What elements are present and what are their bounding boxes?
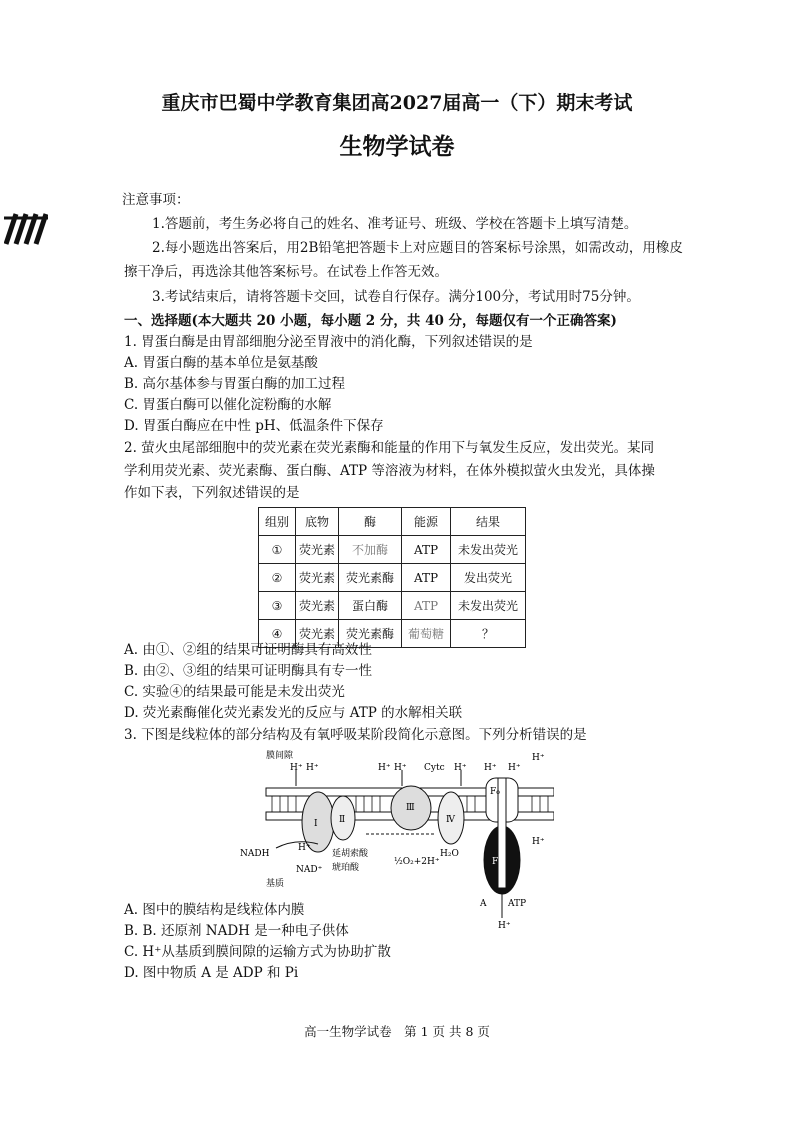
exam-title: 重庆市巴蜀中学教育集团高2027届高一（下）期末考试 bbox=[161, 92, 633, 114]
table-cell: 荧光素酶 bbox=[339, 620, 402, 648]
question-2-stem: 学利用荧光素、荧光素酶、蛋白酶、ATP 等溶液为材料，在体外模拟萤火虫发光，具体操 bbox=[124, 463, 655, 479]
q3-option-b: B. B. 还原剂 NADH 是一种电子供体 bbox=[124, 923, 349, 939]
table-cell: ATP bbox=[402, 564, 451, 592]
scan-mark-icon bbox=[4, 210, 48, 246]
table-cell: 荧光素 bbox=[296, 536, 339, 564]
h-label: H⁺ bbox=[298, 843, 311, 853]
table-row bbox=[259, 536, 526, 564]
section-heading: 一、选择题(本大题共 20 小题，每小题 2 分，共 40 分，每题仅有一个正确答案) bbox=[124, 313, 617, 329]
q1-option-a: A. 胃蛋白酶的基本单位是氨基酸 bbox=[124, 355, 318, 371]
table-row bbox=[259, 564, 526, 592]
h-label: H⁺ bbox=[532, 753, 545, 763]
table-cell: 未发出荧光 bbox=[451, 536, 526, 564]
table-cell: ④ bbox=[259, 620, 296, 648]
atp-label: ATP bbox=[508, 899, 527, 909]
question-2-stem: 作如下表，下列叙述错误的是 bbox=[124, 485, 300, 501]
q2-option-b: B. 由②、③组的结果可证明酶具有专一性 bbox=[124, 663, 373, 679]
q2-option-c: C. 实验④的结果最可能是未发出荧光 bbox=[124, 684, 345, 700]
oxygen-label: ½O₂+2H⁺ bbox=[394, 857, 440, 867]
nadh-label: NADH bbox=[240, 849, 270, 859]
h-label: H⁺ bbox=[498, 921, 511, 930]
table-cell: ① bbox=[259, 536, 296, 564]
question-1-stem: 1. 胃蛋白酶是由胃部细胞分泌至胃液中的消化酶，下列叙述错误的是 bbox=[124, 334, 533, 350]
h-label: H⁺ bbox=[378, 763, 391, 773]
question-3-stem: 3. 下图是线粒体的部分结构及有氧呼吸某阶段简化示意图。下列分析错误的是 bbox=[124, 727, 587, 743]
complex-4-label: Ⅳ bbox=[446, 815, 455, 825]
notice-item: 2.每小题选出答案后，用2B铅笔把答题卡上对应题目的答案标号涂黑，如需改动，用橡皮 bbox=[152, 240, 683, 256]
intermembrane-label: 膜间隙 bbox=[266, 751, 294, 761]
q1-option-b: B. 高尔基体参与胃蛋白酶的加工过程 bbox=[124, 376, 346, 392]
table-header-row bbox=[259, 508, 526, 536]
notice-item: 擦干净后，再选涂其他答案标号。在试卷上作答无效。 bbox=[124, 264, 448, 280]
question-2-stem: 2. 萤火虫尾部细胞中的荧光素在荧光素酶和能量的作用下与氧发生反应，发出荧光。某同 bbox=[124, 440, 655, 456]
h-label: H⁺ bbox=[306, 763, 319, 773]
table-cell: 不加酶 bbox=[339, 536, 402, 564]
h-label: H⁺ bbox=[484, 763, 497, 773]
table-row bbox=[259, 592, 526, 620]
cytc-label: Cytc bbox=[424, 763, 445, 773]
table-cell: ATP bbox=[402, 592, 451, 620]
complex-2-label: Ⅱ bbox=[339, 815, 346, 825]
notice-item: 1.答题前，考生务必将自己的姓名、准考证号、班级、学校在答题卡上填写清楚。 bbox=[152, 216, 638, 232]
table-cell: ATP bbox=[402, 536, 451, 564]
table-cell: 荧光素 bbox=[296, 564, 339, 592]
q1-option-c: C. 胃蛋白酶可以催化淀粉酶的水解 bbox=[124, 397, 332, 413]
complex-3-label: Ⅲ bbox=[406, 803, 415, 813]
table-header: 结果 bbox=[451, 508, 526, 536]
nad-label: NAD⁺ bbox=[296, 865, 323, 875]
experiment-table bbox=[258, 507, 526, 648]
table-cell: 发出荧光 bbox=[451, 564, 526, 592]
page-footer: 高一生物学试卷 第 1 页 共 8 页 bbox=[304, 1024, 490, 1039]
notice-item: 3.考试结束后，请将答题卡交回，试卷自行保存。满分100分，考试用时75分钟。 bbox=[152, 289, 640, 305]
table-cell: 荧光素 bbox=[296, 620, 339, 648]
q3-option-a: A. 图中的膜结构是线粒体内膜 bbox=[124, 902, 305, 918]
water-label: H₂O bbox=[440, 849, 459, 859]
h-label: H⁺ bbox=[508, 763, 521, 773]
table-cell: 蛋白酶 bbox=[339, 592, 402, 620]
h-label: H⁺ bbox=[290, 763, 303, 773]
fumarate-label: 延胡索酸 bbox=[332, 849, 369, 859]
notice-heading: 注意事项： bbox=[122, 192, 190, 208]
q3-option-d: D. 图中物质 A 是 ADP 和 Pi bbox=[124, 965, 299, 981]
h-label: H⁺ bbox=[394, 763, 407, 773]
q3-option-c: C. H⁺从基质到膜间隙的运输方式为协助扩散 bbox=[124, 944, 391, 960]
table-header: 底物 bbox=[296, 508, 339, 536]
f1-label: F₁ bbox=[492, 857, 502, 867]
complex-1-label: Ⅰ bbox=[314, 819, 318, 829]
table-cell: ？ bbox=[451, 620, 526, 648]
table-cell: 荧光素酶 bbox=[339, 564, 402, 592]
succinate-label: 琥珀酸 bbox=[332, 863, 360, 873]
table-cell: 未发出荧光 bbox=[451, 592, 526, 620]
table-header: 组别 bbox=[259, 508, 296, 536]
table-cell: 葡萄糖 bbox=[402, 620, 451, 648]
matrix-label: 基质 bbox=[266, 879, 285, 889]
table-header: 能源 bbox=[402, 508, 451, 536]
q1-option-d: D. 胃蛋白酶应在中性 pH、低温条件下保存 bbox=[124, 418, 384, 434]
table-header: 酶 bbox=[339, 508, 402, 536]
table-cell: 荧光素 bbox=[296, 592, 339, 620]
table-cell: ② bbox=[259, 564, 296, 592]
q2-option-d: D. 荧光素酶催化荧光素发光的反应与 ATP 的水解相关联 bbox=[124, 705, 463, 721]
h-label: H⁺ bbox=[454, 763, 467, 773]
h-label: H⁺ bbox=[532, 837, 545, 847]
q2-option-a: A. 由①、②组的结果可证明酶具有高效性 bbox=[124, 642, 372, 658]
f0-label: F₀ bbox=[490, 787, 500, 797]
table-cell: ③ bbox=[259, 592, 296, 620]
exam-subtitle: 生物学试卷 bbox=[339, 133, 455, 160]
a-label: A bbox=[480, 899, 487, 909]
